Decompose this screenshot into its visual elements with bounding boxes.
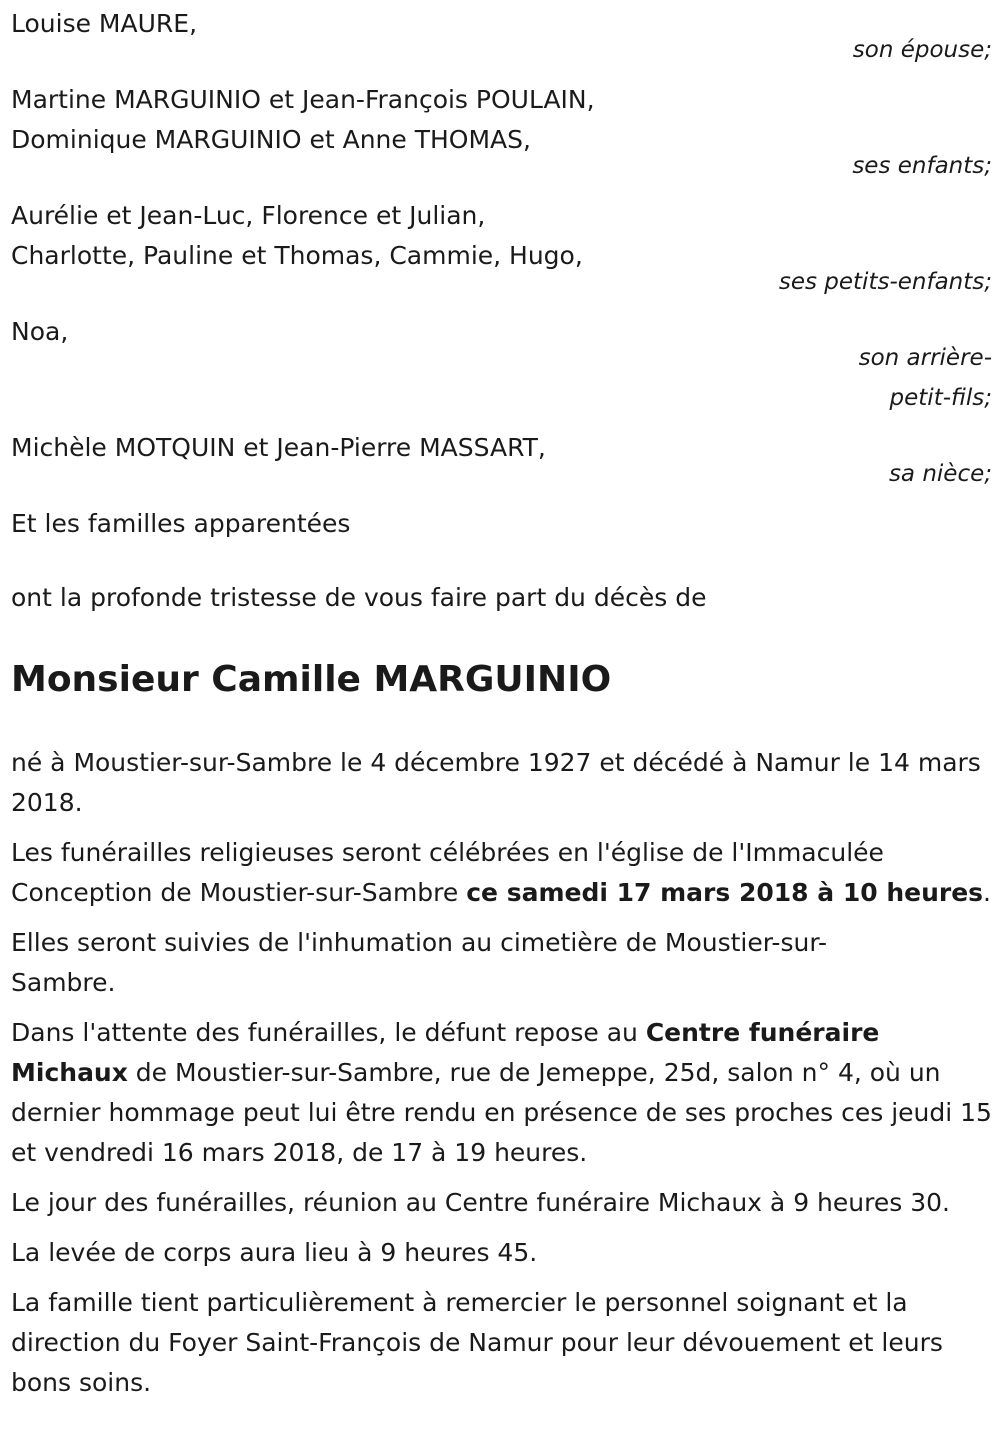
relation-label: son arrière- [858,345,992,371]
family-line: Aurélie et Jean-Luc, Florence et Julian, [11,201,486,230]
relation-label: petit-fils; [889,385,992,411]
family-group-children [11,80,992,186]
deceased-name: Monsieur Camille MARGUINIO [11,659,612,700]
funeral-paragraph [11,833,992,913]
family-line: Charlotte, Pauline et Thomas, Cammie, Hugo, [11,241,583,270]
family-group-niece [11,428,992,494]
family-line: Martine MARGUINIO et Jean-François POULAIN, [11,85,595,114]
family-line: Noa, [11,317,69,346]
family-line: Louise MAURE, [11,9,198,38]
repose-paragraph [11,1013,992,1173]
relation-label: sa nièce; [888,461,992,487]
related-families: Et les familles apparentées [11,509,351,538]
family-group-spouse [11,4,992,70]
family-group-great-grandchild [11,312,992,418]
birth-death-paragraph: né à Moustier-sur-Sambre le 4 décembre 1927 et décédé à Namur le 14 mars 2018. [11,748,981,817]
repose-text: Dans l'attente des funérailles, le défunt repose au [11,1018,646,1047]
relation-label: ses petits-enfants; [778,269,992,295]
meeting-paragraph: Le jour des funérailles, réunion au Centre funéraire Michaux à 9 heures 30. [11,1188,950,1217]
funeral-end: . [983,878,991,907]
relation-label: ses enfants; [852,153,992,179]
repose-details: de Moustier-sur-Sambre, rue de Jemeppe, 25d, salon n° 4, où un dernier hommage peut lui être rendu en présence de ses proches ces jeudi 15 et vendredi 16 mars 2018, de 17 à 19 heures. [11,1058,992,1167]
funeral-home-name: Centre funéraire Michaux [11,1018,880,1087]
funeral-date: ce samedi 17 mars 2018 à 10 heures [466,878,984,907]
family-group-grandchildren [11,196,992,302]
relation-label: son épouse; [852,37,992,63]
obituary-notice [11,4,992,1413]
funeral-text: Les funérailles religieuses seront célébrées en l'église de l'Immaculée Conception de Moustier-sur-Sambre [11,838,884,907]
levee-paragraph: La levée de corps aura lieu à 9 heures 45. [11,1238,538,1267]
family-line: Dominique MARGUINIO et Anne THOMAS, [11,125,531,154]
thanks-paragraph: La famille tient particulièrement à remercier le personnel soignant et la direction du Foyer Saint-François de Namur pour leur dévouement et leurs bons soins. [11,1288,943,1397]
burial-paragraph: Elles seront suivies de l'inhumation au cimetière de Moustier-sur-Sambre. [11,928,828,997]
announcement-intro: ont la profonde tristesse de vous faire part du décès de [11,583,707,612]
family-line: Michèle MOTQUIN et Jean-Pierre MASSART, [11,433,546,462]
